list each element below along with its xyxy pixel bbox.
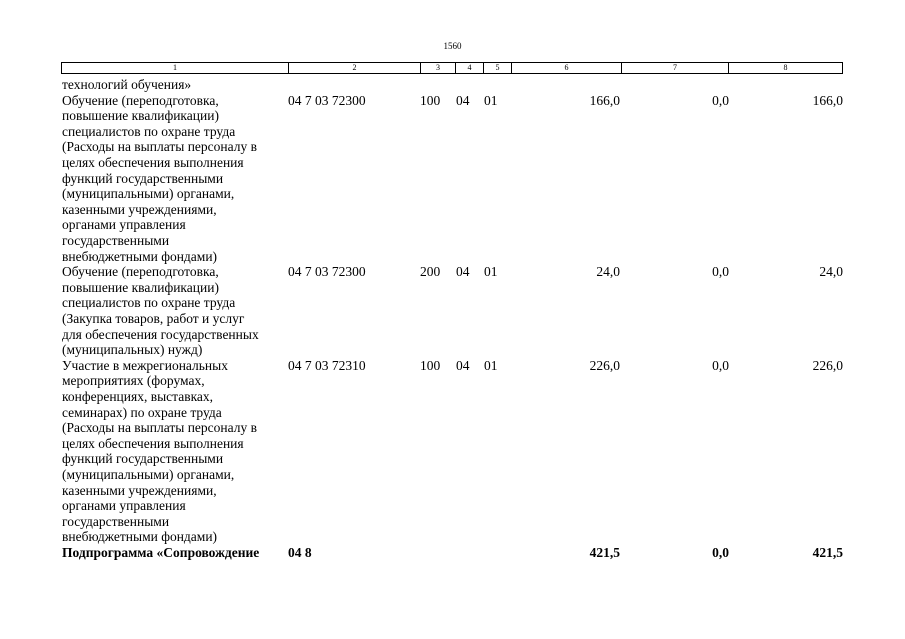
header-col-4: 4 xyxy=(456,63,484,73)
row-2-name-line: специалистов по охране труда xyxy=(62,295,236,311)
row-3-name-line: целях обеспечения выполнения xyxy=(62,435,244,451)
row-2-col4-cell: 04 xyxy=(456,264,470,280)
row-2-name-line: для обеспечения государственных xyxy=(62,326,259,342)
row-3-col5-cell: 01 xyxy=(484,357,498,373)
row-2-col7-value: 0,0 xyxy=(712,264,729,280)
table-header xyxy=(61,62,843,74)
row-3-name-line: конференциях, выставках, xyxy=(62,388,214,404)
page-number: 1560 xyxy=(443,41,462,51)
row-3-name xyxy=(62,358,288,545)
row-1-name-line: Обучение (переподготовка, xyxy=(62,92,219,108)
header-col-5: 5 xyxy=(484,63,512,73)
row-1-code-cell: 04 7 03 72300 xyxy=(288,92,366,108)
row-2-col5-cell: 01 xyxy=(484,264,498,280)
row-2-col8-value: 24,0 xyxy=(819,264,843,280)
header-col-1: 1 xyxy=(62,63,289,73)
row-2-col6-value: 24,0 xyxy=(596,264,620,280)
row-1-name-line: государственными xyxy=(62,232,170,248)
row-1-col6-value: 166,0 xyxy=(589,92,620,108)
row-3-name-line: семинарах) по охране труда xyxy=(62,404,222,420)
row-3-name-line: органами управления xyxy=(62,498,186,514)
row-4-col7-value: 0,0 xyxy=(712,545,729,560)
row-4-col8-value: 421,5 xyxy=(812,545,843,560)
row-3-name-line: мероприятиях (форумах, xyxy=(62,373,205,389)
row-1-col7-value: 0,0 xyxy=(712,92,729,108)
row-1-name-line: повышение квалификации) xyxy=(62,108,219,124)
row-3-name-line: казенными учреждениями, xyxy=(62,482,217,498)
row-2-code-cell: 04 7 03 72300 xyxy=(288,264,366,280)
row-1-col3-cell: 100 xyxy=(420,92,441,108)
row-1-name-line: органами управления xyxy=(62,217,186,233)
row-2-name-line: (Закупка товаров, работ и услуг xyxy=(62,310,245,326)
row-3-name-line: государственными xyxy=(62,513,170,529)
row-3-name-line: Участие в межрегиональных xyxy=(62,357,228,373)
row-4-name xyxy=(62,545,288,561)
row-3-name-line: (Расходы на выплаты персоналу в xyxy=(62,420,257,436)
row-2-name-line: повышение квалификации) xyxy=(62,279,219,295)
row-1-name-line: целях обеспечения выполнения xyxy=(62,154,244,170)
row-4-code-cell: 04 8 xyxy=(288,545,312,560)
row-0-name xyxy=(62,77,288,93)
row-3-col3-cell: 100 xyxy=(420,357,441,373)
row-1-name-line: (Расходы на выплаты персоналу в xyxy=(62,139,257,155)
header-col-7: 7 xyxy=(622,63,729,73)
row-2-name xyxy=(62,264,288,358)
row-3-code-cell: 04 7 03 72310 xyxy=(288,357,366,373)
header-col-3: 3 xyxy=(421,63,456,73)
row-0-name-line: технологий обучения» xyxy=(62,77,192,92)
row-1-name-line: функций государственными xyxy=(62,170,224,186)
header-col-8: 8 xyxy=(783,63,788,72)
row-3-col6-value: 226,0 xyxy=(589,357,620,373)
row-1-col8-value: 166,0 xyxy=(812,92,843,108)
row-1-col4-cell: 04 xyxy=(456,92,470,108)
row-3-col4-cell: 04 xyxy=(456,357,470,373)
row-3-name-line: функций государственными xyxy=(62,451,224,467)
row-1-name-line: специалистов по охране труда xyxy=(62,123,236,139)
row-3-col7-value: 0,0 xyxy=(712,357,729,373)
row-4-name-line: Подпрограмма «Сопровождение xyxy=(62,545,260,560)
row-1-name-line: внебюджетными фондами) xyxy=(62,248,218,264)
row-3-name-line: внебюджетными фондами) xyxy=(62,529,218,545)
row-1-name-line: казенными учреждениями, xyxy=(62,201,217,217)
row-1-name-line: (муниципальными) органами, xyxy=(62,186,235,202)
header-col-2: 2 xyxy=(289,63,421,73)
row-1-name xyxy=(62,93,288,265)
row-2-name-line: Обучение (переподготовка, xyxy=(62,264,219,280)
row-2-name-line: (муниципальных) нужд) xyxy=(62,342,203,358)
row-2-col3-cell: 200 xyxy=(420,264,441,280)
row-3-name-line: (муниципальными) органами, xyxy=(62,466,235,482)
row-3-col8-value: 226,0 xyxy=(812,357,843,373)
row-4-col6-value: 421,5 xyxy=(589,545,620,560)
row-1-col5-cell: 01 xyxy=(484,92,498,108)
header-col-6: 6 xyxy=(512,63,622,73)
